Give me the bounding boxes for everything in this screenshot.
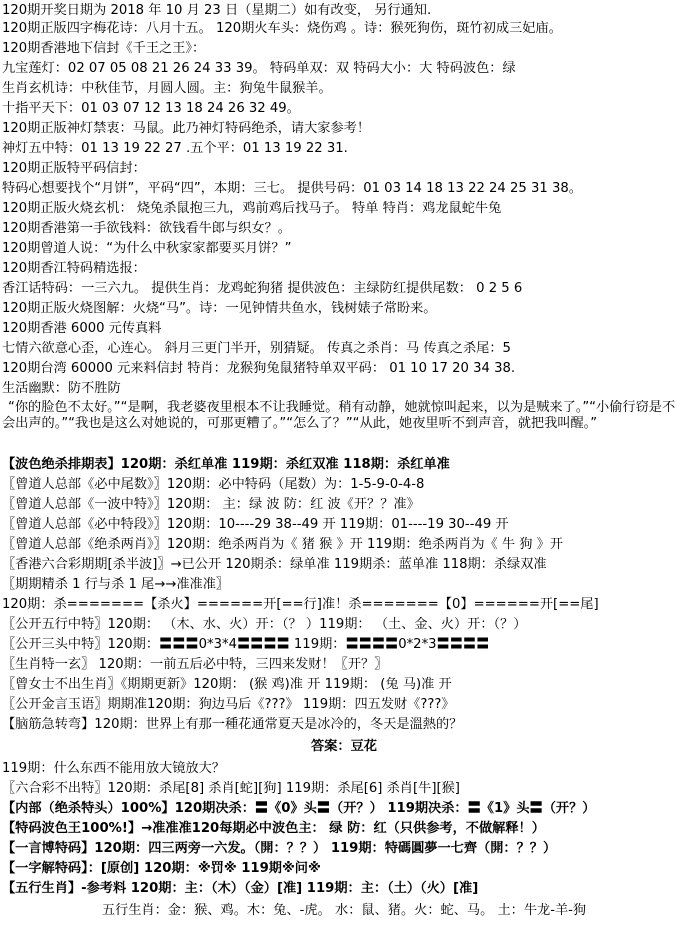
text-line: 香江话特码：一三六九。 提供生肖：龙鸡蛇狗猪 提供波色：主绿防红提供尾数： 0 2 5 6 [2,281,523,296]
joke-paragraph: “你的脸色不太好。”“是啊，我老婆夜里根本不让我睡觉。稍有动静，她就惊叫起来，以为是贼来了。”“小偷行窃是不会出声的。”“我也是这么对她说的，可那更糟了。”“怎么了？”“从此，她夜里听不到声音，就把我叫醒。” [2,400,676,431]
text-line: 〖曾道人总部《一波中特》〗120期： 主：绿 波 防：红 波《开？？准》 [2,497,420,512]
text-line: 〖公开五行中特〗120期： （木、水、火）开：（？ ）119期： （土、金、火）开：（？） [2,617,527,632]
text-line: 九宝莲灯：02 07 05 08 21 26 24 33 39。 特码单双：双 特码大小：大 特码波色：绿 [2,61,516,76]
text-line: 〖曾道人总部《绝杀两肖》〗120期：绝杀两肖为《 猪 猴 》开 119期：绝杀两肖为《 牛 狗 》开 [2,537,564,552]
text-line: 120期香港 6000 元传真料 [2,321,162,336]
text-line: 120期正版特平码信封： [2,161,146,176]
text-line: 【内部（绝杀特头）100%】120期决杀：〓《0》头〓（开？） 119期决杀：〓《1》头〓（开？） [2,801,596,816]
text-line: 120期开奖日期为 2018 年 10 月 23 日（星期二）如有改变， 另行通知. [2,3,432,18]
text-line: 120期香港第一手欲钱料：欲钱看牛郎与织女？。 [2,221,291,236]
text-line: 〖公开三头中特〗120期：〓〓〓0*3*4〓〓〓〓 119期：〓〓〓〓0*2*3〓〓〓〓 [2,637,490,652]
text-line: 〖曾道人总部《必中尾数》〗120期：必中特码（尾数）为：1-5-9-0-4-8 [2,477,425,492]
text-line: 120期正版火烧图解：火烧“马”。诗：一见钟情共鱼水，钱树婊子常盼来。 [2,301,437,316]
text-line: 生活幽默：防不胜防 [2,381,121,396]
text-line: 特码心想要找个“月饼”，平码“四”，本期：三七。 提供号码：01 03 14 18 13 22 24 25 31 38。 [2,181,582,196]
text-line: 七情六欲意心歪，心连心。 斜月三更门半开，别猜疑。 传真之杀肖：马 传真之杀尾：5 [2,341,511,356]
text-line: 【五行生肖】-参考料 120期：主：（木）（金）[准] 119期：主：（土）（火）[准] [2,881,479,896]
text-line: 〖六合彩不出特〗120期：杀尾[8] 杀肖[蛇][狗] 119期：杀尾[6] 杀肖[牛][猴] [2,781,460,796]
text-line: 〖曾女士不出生肖〗《期期更新》120期： (猴 鸡)准 开 119期： (兔 马)准 开 [2,677,452,692]
text-line: 神灯五中特：01 13 19 22 27 .五个平：01 13 19 22 31. [2,141,348,156]
text-line: 【一字解特码】：[原创] 120期：※罚※ 119期※问※ [2,861,321,876]
text-line: 119期：什么东西不能用放大镜放大？ [2,761,225,776]
text-line: 〖生肖特一玄〗 120期：一前五后必中特，三四来发财！〖开？〗 [2,657,388,672]
text-line: 120期曾道人说：“为什么中秋家家都要买月饼？” [2,241,292,256]
text-line: 120期香江特码精选报： [2,261,146,276]
text-line: 120期香港地下信封《千王之王》： [2,41,206,56]
text-line: 120期台湾 60000 元来料信封 特肖：龙猴狗兔鼠猪特单双平码： 01 10 17 20 34 38. [2,361,516,376]
text-line: 120期正版神灯禁衷：马鼠。此乃神灯特码绝杀，请大家参考！ [2,121,371,136]
text-line: 〖期期精杀 1 行与杀 1 尾→→准准准〗 [2,577,230,592]
text-line: 十指平天下：01 03 07 12 13 18 24 26 32 49。 [2,101,300,116]
text-line: 120期正版四字梅花诗：八月十五。 120期火车头：烧伤鸡 。诗：猴死狗伤，斑竹初成三妃庙。 [2,21,562,36]
text-line: 〖曾道人总部《必中特段》〗120期：10----29 38--49 开 119期：01----19 30--49 开 [2,517,509,532]
text-line: 【波色绝杀排期表】120期：杀红单准 119期：杀红双准 118期：杀红单准 [2,457,450,472]
text-line: 生肖玄机诗：中秋佳节，月圆人圆。主：狗兔牛鼠猴羊。 [2,81,332,96]
text-line: 120期正版火烧玄机： 烧兔杀鼠抱三九，鸡前鸡后找马子。 特单 特肖：鸡龙鼠蛇牛兔 [2,201,502,216]
text-line: 【特码波色王100%!】→准准准120每期必中波色主： 绿 防：红（只供参考，不做解释！） [2,821,545,836]
footer-line: 五行生肖：金：猴、鸡。木：兔、-虎。 水：鼠、猪。火：蛇、马。 土：牛龙-羊-狗 [101,903,587,918]
text-line: 〖公开金言玉语〗期期准120期：狗边马后《???》 119期：四五发财《???》 [2,697,455,712]
text-line: 【一言博特码】120期：四三两旁一六发。（開：？？） 119期：特碼圓夢一七齊（開：？？） [2,841,557,856]
text-line: 〖香港六合彩期期[杀半波]〗→已公开 120期杀：绿单准 119期杀：蓝单准 118期：杀绿双准 [2,557,547,572]
text-line: 120期：杀=======【杀火】======开[==行]准！杀=======【0】======开[==尾] [2,597,599,612]
riddle-answer: 答案：豆花 [311,739,377,754]
text-line: 【脑筋急转弯】120期：世界上有那一種花通常夏天是冰冷的，冬天是溫熱的？ [2,717,463,732]
